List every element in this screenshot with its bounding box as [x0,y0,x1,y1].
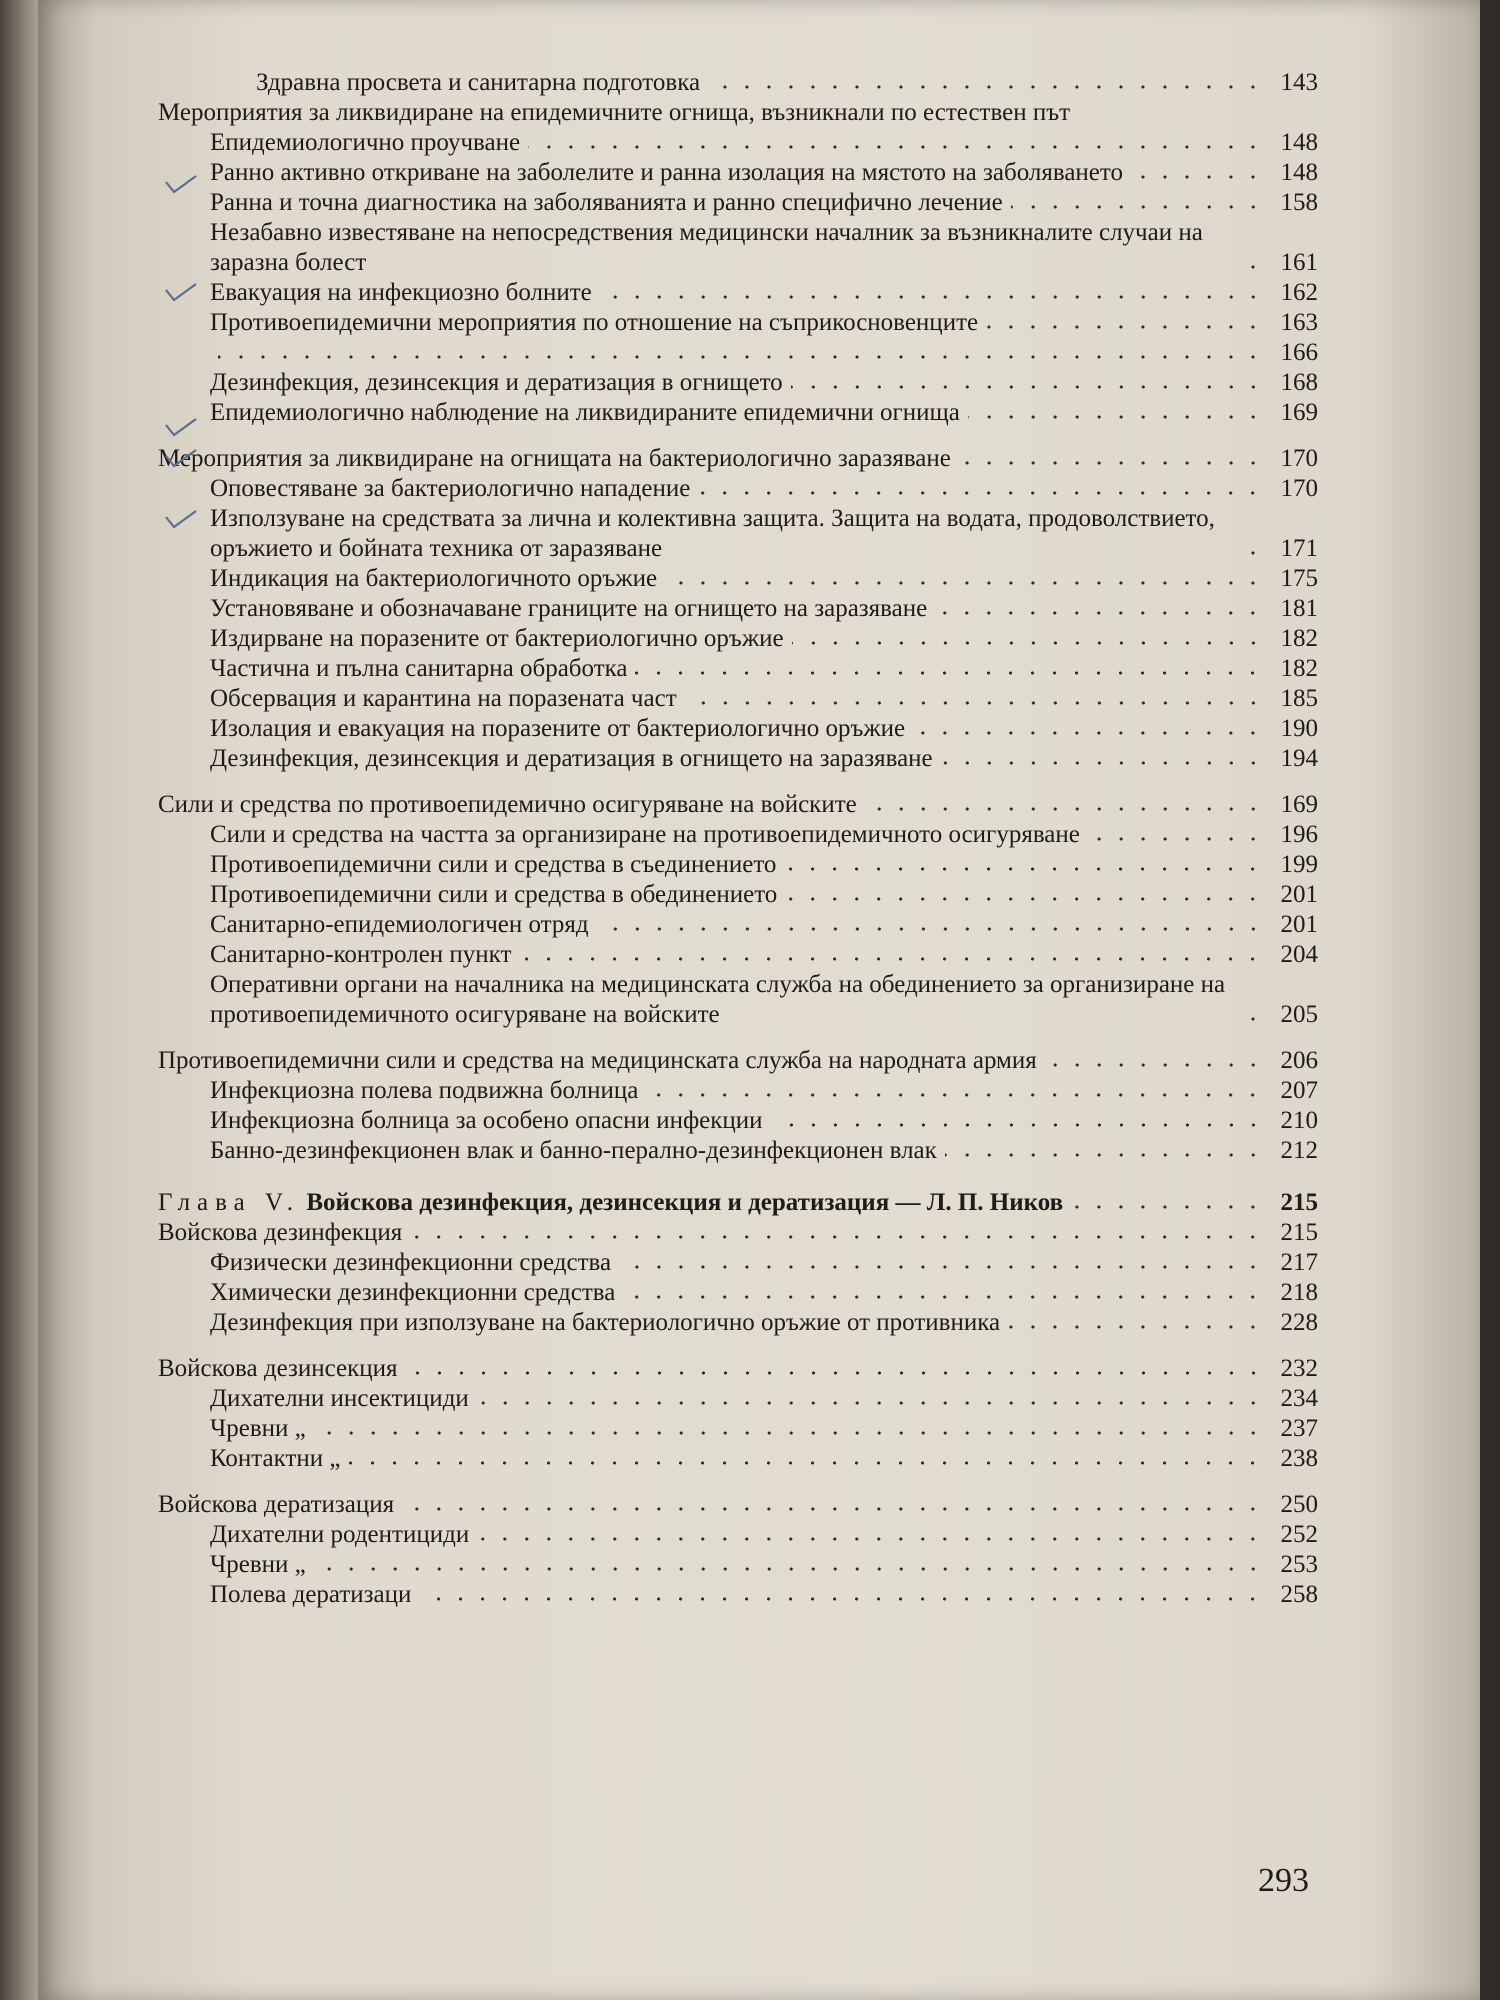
dot-leader [635,669,1264,677]
dot-leader [1071,1203,1264,1211]
dot-leader [708,83,1264,91]
toc-entry-page-number: 237 [1280,1415,1318,1442]
toc-entry-page-number: 218 [1280,1279,1318,1306]
toc-entry-page-number: 169 [1280,791,1318,818]
toc-entry [158,654,1318,684]
toc-entry [158,970,1318,1030]
toc-entry [158,1520,1318,1550]
toc-entry-title: Контактни „ [210,1445,341,1472]
toc-entry-page-number: 204 [1280,941,1318,968]
toc-entry-page-number: 170 [1280,445,1318,472]
toc-upper-sections [158,68,1318,1166]
checkmark-icon [164,280,198,304]
toc-entry [158,624,1318,654]
toc-entry-page-number: 238 [1280,1445,1318,1472]
toc-entry-page-number: 199 [1280,851,1318,878]
toc-entry-page-number: 217 [1280,1249,1318,1276]
dot-leader [771,1121,1264,1129]
dot-leader [419,1595,1264,1603]
toc-entry [158,790,1318,820]
dot-leader [698,489,1264,497]
toc-entry-page-number: 194 [1280,745,1318,772]
toc-entry-title: Войскова дезинсекция [158,1355,398,1382]
toc-entry-page-number: 169 [1280,399,1318,426]
toc-entry [158,1490,1318,1520]
group-spacer [158,1338,1318,1354]
toc-entry [158,278,1318,308]
dot-leader [785,895,1264,903]
dot-leader [348,1459,1264,1467]
dot-leader [646,1091,1264,1099]
toc-entry-page-number: 162 [1280,279,1318,306]
toc-chapter-sections [158,1218,1318,1610]
dot-leader [218,353,1264,361]
toc-entry [158,714,1318,744]
checkmark-icon [164,415,198,439]
dot-leader [1011,203,1264,211]
toc-entry-title: Оповестяване за бактериологично нападение [210,475,691,502]
toc-entry [158,1550,1318,1580]
dot-leader [865,805,1264,813]
toc-entry-title: Санитарно-епидемиологичен отряд [210,911,589,938]
toc-entry-title: Евакуация на инфекциозно болните [210,279,592,306]
toc-entry [158,1414,1318,1444]
toc-entry-title: Издирване на поразените от бактериологично оръжие [210,625,784,652]
dot-leader [986,323,1264,331]
toc-entry [158,158,1318,188]
toc-entry-title: Ранна и точна диагностика на заболяванията и ранно специфично лечение [210,189,1003,216]
dot-leader [528,143,1264,151]
checkmark-icon [164,446,198,470]
toc-entry [158,1354,1318,1384]
toc-entry-page-number: 215 [1280,1219,1318,1246]
toc-entry [158,188,1318,218]
toc-entry-title: Сили и средства по противоепидемично осигуряване на войските [158,791,857,818]
toc-entry-page-number: 148 [1280,129,1318,156]
toc-entry-title: Банно-дезинфекционен влак и банно-перално-дезинфекционен влак [210,1137,937,1164]
toc-entry-page-number: 252 [1280,1521,1318,1548]
dot-leader [913,729,1264,737]
dot-leader [1242,263,1264,271]
toc-entry-page-number: 163 [1280,309,1318,336]
dot-leader [1242,549,1264,557]
group-spacer [158,1474,1318,1490]
toc-entry-page-number: 205 [1280,1001,1318,1028]
toc-entry-page-number: 207 [1280,1077,1318,1104]
toc-entry-title: Индикация на бактериологичното оръжие [210,565,658,592]
toc-entry [158,684,1318,714]
toc-entry-page-number: 190 [1280,715,1318,742]
toc-entry-title: Мероприятия за ликвидиране на огнищата на бактериологично заразяване [158,445,951,472]
toc-entry [158,1076,1318,1106]
dot-leader [314,1429,1264,1437]
toc-entry [158,1444,1318,1474]
toc-entry-title: Ранно активно откриване на заболелите и ранна изолация на мястото на заболяването [210,159,1124,186]
dot-leader [477,1535,1264,1543]
dot-leader [406,1369,1264,1377]
toc-entry-page-number: 158 [1280,189,1318,216]
toc-entry-title: Дезинфекция при използуване на бактериологично оръжие от противника [210,1309,1001,1336]
toc-entry-title: Чревни „ [210,1551,306,1578]
toc-entry [158,1580,1318,1610]
toc-entry-page-number: 161 [1280,249,1318,276]
toc-entry-title: Чревни „ [210,1415,306,1442]
toc-entry-page-number: 234 [1280,1385,1318,1412]
toc-entry-page-number: 258 [1280,1581,1318,1608]
toc-entry [158,398,1318,428]
toc-entry-page-number: 181 [1280,595,1318,622]
toc-entry-title: Използуване на средствата за лична и колективна защита. Защита на водата, продоволствието, оръжието и бойната техника от заразяване [210,505,1215,562]
toc-entry-page-number: 201 [1280,881,1318,908]
toc-entry-title: Мероприятия за ликвидиране на епидемичните огнища, възникнали по естествен път [158,99,1071,126]
toc-entry-page-number: 250 [1280,1491,1318,1518]
dot-leader [968,413,1264,421]
dot-leader [665,579,1264,587]
toc-entry [158,474,1318,504]
chapter-label: Глава V. [158,1189,301,1216]
toc-entry [158,594,1318,624]
toc-entry-page-number: 143 [1280,69,1318,96]
dot-leader [941,759,1264,767]
toc-entry-title: Дихателни инсектициди [210,1385,469,1412]
chapter-page-number: 215 [1280,1189,1318,1216]
toc-entry [158,308,1318,338]
checkmark-icon [164,507,198,531]
dot-leader [410,1233,1264,1241]
toc-entry-title: Дихателни родентициди [210,1521,470,1548]
toc-entry [158,338,1318,368]
toc-entry-title: Инфекциозна болница за особено опасни инфекции [210,1107,763,1134]
toc-entry-title: Епидемиологично наблюдение на ликвидираните епидемични огнища [210,399,960,426]
group-spacer [158,774,1318,790]
table-of-contents [158,68,1318,1610]
toc-entry-page-number: 185 [1280,685,1318,712]
toc-entry [158,850,1318,880]
toc-entry-page-number: 210 [1280,1107,1318,1134]
toc-entry-page-number: 148 [1280,159,1318,186]
toc-entry [158,744,1318,774]
toc-entry-title: Обсервация и карантина на поразената част [210,685,677,712]
dot-leader [935,609,1264,617]
toc-entry-title: Дезинфекция, дезинсекция и дератизация в огнището [210,369,783,396]
dot-leader [619,1263,1264,1271]
toc-entry [158,98,1318,128]
toc-entry-page-number: 206 [1280,1047,1318,1074]
toc-entry-title: Епидемиологично проучване [210,129,521,156]
dot-leader [791,383,1264,391]
toc-entry-title: Инфекциозна полева подвижна болница [210,1077,639,1104]
toc-entry-title: Полева дератизаци [210,1581,412,1608]
toc-entry-page-number: 196 [1280,821,1318,848]
toc-entry [158,444,1318,474]
toc-entry [158,1384,1318,1414]
toc-entry-title: Противоепидемични сили и средства в съединението [210,851,777,878]
toc-entry-title: Изолация и евакуация на поразените от бактериологично оръжие [210,715,906,742]
toc-entry-page-number: 168 [1280,369,1318,396]
dot-leader [784,865,1264,873]
dot-leader [600,293,1264,301]
dot-leader [519,955,1264,963]
toc-entry-title: Установяване и обозначаване границите на огнището на заразяване [210,595,928,622]
chapter-title: Войскова дезинфекция, дезинсекция и дератизация — Л. П. Ников [306,1189,1064,1216]
toc-entry-title: Противоепидемични сили и средства на медицинската служба на народната армия [158,1047,1037,1074]
toc-entry [158,1136,1318,1166]
toc-entry [158,68,1318,98]
group-spacer [158,1030,1318,1046]
dot-leader [945,1151,1264,1159]
toc-entry-title: Частична и пълна санитарна обработка [210,655,628,682]
dot-leader [1088,835,1264,843]
page-number: 293 [1258,1862,1309,1899]
group-spacer [158,428,1318,444]
toc-entry [158,368,1318,398]
toc-entry-page-number: 232 [1280,1355,1318,1382]
dot-leader [685,699,1264,707]
toc-entry-page-number: 212 [1280,1137,1318,1164]
toc-entry-page-number: 182 [1280,625,1318,652]
toc-entry-page-number: 182 [1280,655,1318,682]
dot-leader [597,925,1264,933]
toc-entry [158,128,1318,158]
toc-entry-title: Войскова дератизация [158,1491,395,1518]
toc-entry [158,218,1318,278]
toc-entry-page-number: 170 [1280,475,1318,502]
dot-leader [959,459,1264,467]
dot-leader [1242,1015,1264,1023]
toc-entry [158,1278,1318,1308]
toc-entry-title: Противоепидемични сили и средства в обединението [210,881,778,908]
toc-entry-page-number: 171 [1280,535,1318,562]
toc-entry-page-number: 166 [1280,339,1318,366]
toc-entry [158,504,1318,564]
toc-entry-page-number: 201 [1280,911,1318,938]
toc-entry [158,1046,1318,1076]
toc-entry [158,1106,1318,1136]
toc-entry-title: Оперативни органи на началника на медицинската служба на обединението за организиране на противоепидемичното осигуряване на войските [210,971,1226,1028]
dot-leader [623,1293,1264,1301]
toc-entry [158,1218,1318,1248]
checkmark-icon [164,172,198,196]
toc-entry-page-number: 175 [1280,565,1318,592]
toc-entry-page-number: 228 [1280,1309,1318,1336]
dot-leader [402,1505,1264,1513]
book-page [38,0,1480,2000]
dot-leader [1045,1061,1264,1069]
dot-leader [477,1399,1264,1407]
toc-entry [158,1248,1318,1278]
toc-entry-title: Дезинфекция, дезинсекция и дератизация в огнището на заразяване [210,745,933,772]
toc-entry-title: Сили и средства на частта за организиране на противоепидемичното осигуряване [210,821,1080,848]
toc-entry [158,820,1318,850]
toc-entry [158,880,1318,910]
toc-entry [158,910,1318,940]
toc-entry-title: Войскова дезинфекция [158,1219,403,1246]
toc-entry [158,564,1318,594]
toc-entry-title: Противоепидемични мероприятия по отношение на съприкосновенците [210,309,979,336]
dot-leader [1131,173,1264,181]
toc-entry-page-number: 253 [1280,1551,1318,1578]
toc-entry-title: Незабавно известяване на непосредствения медицински началник за възникналите случаи на заразна болест [210,219,1203,276]
toc-entry [158,1308,1318,1338]
dot-leader [792,639,1264,647]
toc-entry-title: Санитарно-контролен пункт [210,941,512,968]
dot-leader [314,1565,1264,1573]
toc-entry [158,940,1318,970]
toc-entry-title: Химически дезинфекционни средства [210,1279,616,1306]
toc-entry-title: Здравна просвета и санитарна подготовка [256,69,701,96]
chapter-heading [158,1188,1318,1218]
toc-entry-title: Физически дезинфекционни средства [210,1249,612,1276]
dot-leader [1008,1323,1264,1331]
